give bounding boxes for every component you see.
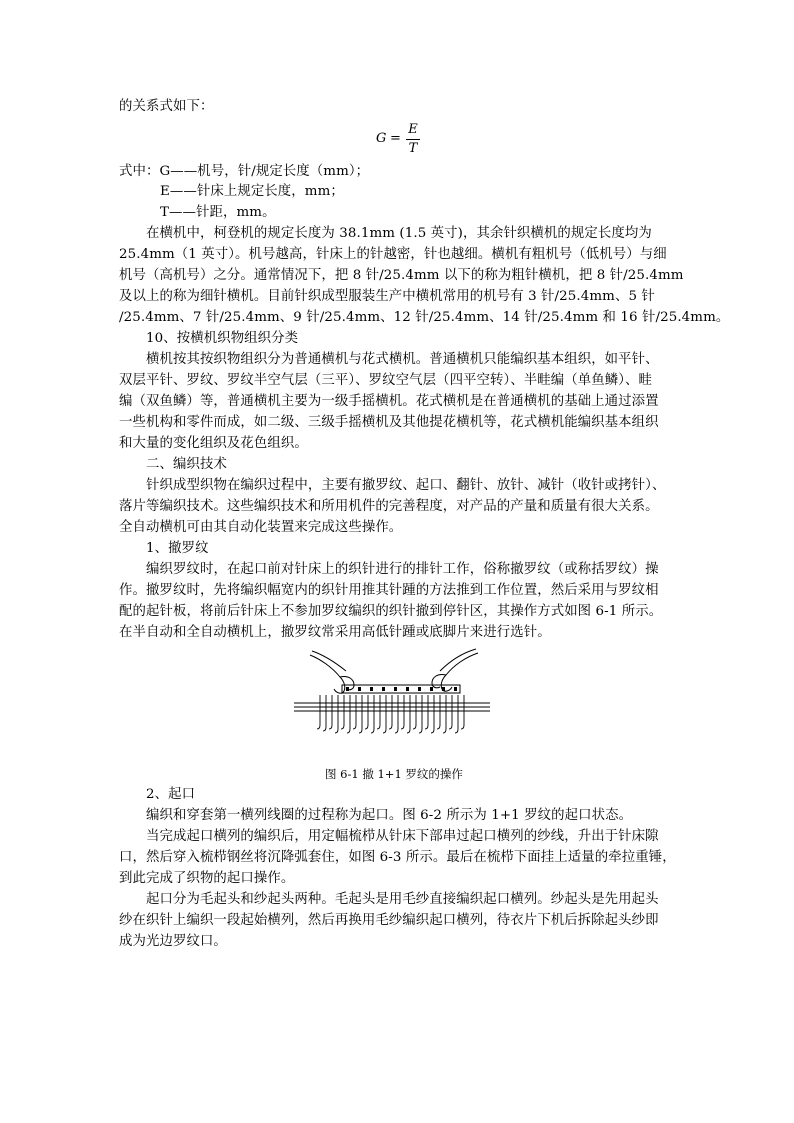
formula-machine-gauge <box>376 122 446 162</box>
text-line: /25.4mm、7 针/25.4mm、9 针/25.4mm、12 针/25.4mm、14 针/25.4mm 和 16 针/25.4mm。 <box>119 310 730 325</box>
text-line: 编（双鱼鳞）等，普通横机主要为一级手摇横机。花式横机是在普通横机的基础上通过添置 <box>119 394 659 409</box>
text-line: 在横机中，柯登机的规定长度为 38.1mm (1.5 英寸)，其余针织横机的规定长度均为 <box>146 226 652 241</box>
section-heading: 2、起口 <box>146 787 196 802</box>
text-line: 成为光边罗纹口。 <box>119 934 227 949</box>
formula-equals: = <box>390 131 401 146</box>
text-line: 在半自动和全自动横机上，撤罗纹常采用高低针踵或底脚片来进行选针。 <box>119 625 551 640</box>
figure-caption: 图 6-1 撤 1+1 罗纹的操作 <box>325 767 463 781</box>
formula-lhs: G <box>376 131 387 146</box>
text-line: 落片等编织技术。这些编织技术和所用机件的完善程度，对产品的产量和质量有很大关系。 <box>119 499 659 514</box>
section-heading: 10、按横机织物组织分类 <box>146 331 299 346</box>
section-heading: 1、撤罗纹 <box>146 541 209 556</box>
text-line: 编织罗纹时，在起口前对针床上的织针进行的排针工作，俗称撤罗纹（或称括罗纹）操 <box>146 562 659 577</box>
text-line: 当完成起口横列的编织后，用定幅梳栉从针床下部串过起口横列的纱线，升出于针床隙 <box>146 829 659 844</box>
formula-denominator: T <box>408 141 418 156</box>
text-line: 针织成型织物在编织过程中，主要有撤罗纹、起口、翻针、放针、减针（收针或拷针）、 <box>146 478 666 493</box>
text-line: 及以上的称为细针横机。目前针织成型服装生产中横机常用的机号有 3 针/25.4mm、5 针 <box>119 289 655 304</box>
section-heading: 二、编织技术 <box>146 457 227 472</box>
text-line: 口，然后穿入梳栉钢丝将沉降弧套住，如图 6-3 所示。最后在梳栉下面挂上适量的牵拉重锤， <box>119 850 676 865</box>
formula-numerator: E <box>408 122 418 137</box>
text-line: 和大量的变化组织及花色组织。 <box>119 436 308 451</box>
text-line: E——针床上规定长度，mm； <box>160 184 344 199</box>
text-line: 的关系式如下： <box>119 99 214 114</box>
text-line: 编织和穿套第一横列线圈的过程称为起口。图 6-2 所示为 1+1 罗纹的起口状态。 <box>146 808 633 823</box>
text-line: 作。撤罗纹时，先将编织幅宽内的织针用推其针踵的方法推到工作位置，然后采用与罗纹相 <box>119 583 659 598</box>
text-line: 一些机构和零件而成，如二级、三级手摇横机及其他提花横机等，花式横机能编织基本组织 <box>119 415 659 430</box>
text-line: 式中：G——机号，针/规定长度（mm）； <box>119 164 370 179</box>
formula-fraction <box>406 122 420 157</box>
text-line: 起口分为毛起头和纱起头两种。毛起头是用毛纱直接编织起口横列。纱起头是先用起头 <box>146 892 659 907</box>
text-line: 25.4mm（1 英寸）。机号越高，针床上的针越密，针也越细。横机有粗机号（低机号）与细 <box>119 247 667 262</box>
text-line: T——针距，mm。 <box>160 205 276 220</box>
fraction-bar <box>406 139 420 140</box>
text-line: 机号（高机号）之分。通常情况下，把 8 针/25.4mm 以下的称为粗针横机，把 8 针/25.4mm <box>119 268 684 283</box>
needle-operation-illustration <box>290 645 492 757</box>
text-line: 横机按其按织物组织分为普通横机与花式横机。普通横机只能编织基本组织，如平针、 <box>146 352 659 367</box>
text-line: 全自动横机可由其自动化装置来完成这些操作。 <box>119 520 403 535</box>
text-line: 到此完成了织物的起口操作。 <box>119 871 295 886</box>
text-line: 双层平针、罗纹、罗纹半空气层（三平）、罗纹空气层（四平空转）、半畦编（单鱼鳞）、畦 <box>119 373 653 388</box>
text-line: 配的起针板，将前后针床上不参加罗纹编织的织针撤到停针区，其操作方式如图 6-1 所示。 <box>119 604 663 619</box>
text-line: 纱在织针上编织一段起始横列，然后再换用毛纱编织起口横列，待衣片下机后拆除起头纱即 <box>119 913 659 928</box>
